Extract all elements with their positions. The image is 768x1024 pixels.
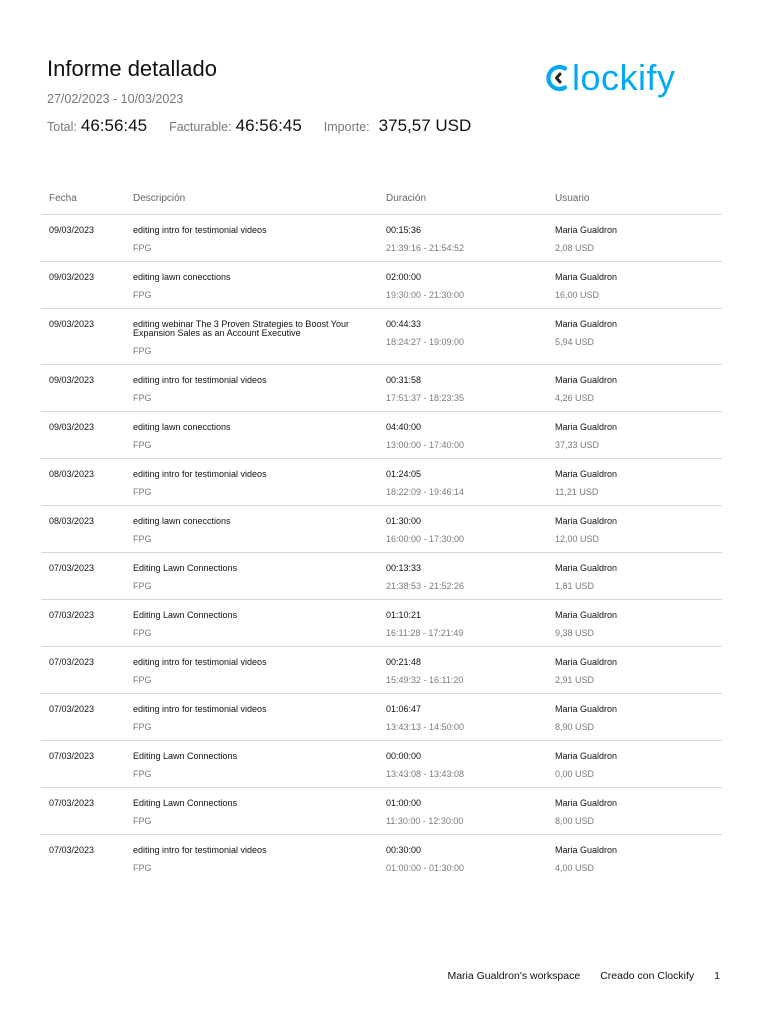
entry-description: Editing Lawn Connections — [133, 563, 238, 573]
header-duration: Duración — [378, 182, 547, 215]
clockify-logo — [543, 58, 676, 98]
entry-amount: 0,00 USD — [555, 769, 595, 779]
entry-project: FPG — [133, 243, 152, 253]
entry-time-range: 15:49:32 - 16:11:20 — [386, 675, 464, 685]
entry-time-range: 13:00:00 - 17:40:00 — [386, 440, 465, 450]
totals-summary — [47, 116, 727, 137]
total-label: Total: — [47, 120, 77, 134]
entry-date: 07/03/2023 — [49, 563, 95, 573]
entry-amount: 11,21 USD — [555, 487, 599, 497]
entry-user: Maria Gualdron — [555, 516, 618, 526]
report-title: Informe detallado — [47, 56, 217, 81]
entry-description: Editing Lawn Connections — [133, 798, 238, 808]
entry-time-range: 17:51:37 - 18:23:35 — [386, 393, 465, 403]
entry-description: editing intro for testimonial videos — [133, 845, 267, 855]
table-row — [41, 553, 722, 600]
clockify-c-icon — [543, 58, 573, 98]
entry-date: 07/03/2023 — [49, 751, 95, 761]
entry-duration: 01:10:21 — [386, 610, 422, 620]
entry-description: editing lawn conecctions — [133, 422, 231, 432]
entry-time-range: 16:11:28 - 17:21:49 — [386, 628, 464, 638]
table-row — [41, 788, 722, 835]
entry-project: FPG — [133, 534, 152, 544]
table-row — [41, 741, 722, 788]
entry-user: Maria Gualdron — [555, 798, 618, 808]
entry-amount: 4,00 USD — [555, 863, 595, 873]
entry-date: 07/03/2023 — [49, 657, 95, 667]
billable-value: 46:56:45 — [235, 116, 302, 135]
entry-date: 07/03/2023 — [49, 845, 95, 855]
entry-time-range: 13:43:08 - 13:43:08 — [386, 769, 465, 779]
entry-time-range: 21:38:53 - 21:52:26 — [386, 581, 465, 591]
entry-amount: 2,91 USD — [555, 675, 595, 685]
entry-duration: 00:31:58 — [386, 375, 422, 385]
entry-amount: 16,00 USD — [555, 290, 600, 300]
entry-user: Maria Gualdron — [555, 657, 618, 667]
entry-description: editing intro for testimonial videos — [133, 704, 267, 714]
table-row — [41, 215, 722, 262]
entry-amount: 8,00 USD — [555, 816, 595, 826]
entry-date: 07/03/2023 — [49, 704, 95, 714]
entry-project: FPG — [133, 722, 152, 732]
header-date: Fecha — [41, 182, 125, 215]
entry-project: FPG — [133, 487, 152, 497]
table-row — [41, 309, 722, 365]
entry-description: editing intro for testimonial videos — [133, 375, 267, 385]
billable-label: Facturable: — [169, 120, 232, 134]
entry-user: Maria Gualdron — [555, 469, 618, 479]
entry-amount: 4,26 USD — [555, 393, 595, 403]
table-body — [41, 215, 722, 882]
entry-amount: 8,90 USD — [555, 722, 595, 732]
entry-description: Editing Lawn Connections — [133, 610, 238, 620]
amount-label: Importe: — [323, 120, 370, 134]
entry-project: FPG — [133, 628, 152, 638]
entry-description: editing lawn conecctions — [133, 272, 231, 282]
entry-duration: 00:00:00 — [386, 751, 422, 761]
entry-time-range: 18:22:09 - 19:46:14 — [386, 487, 465, 497]
entry-user: Maria Gualdron — [555, 422, 618, 432]
entry-project: FPG — [133, 675, 152, 685]
entry-user: Maria Gualdron — [555, 225, 618, 235]
table-row — [41, 412, 722, 459]
table-row — [41, 365, 722, 412]
footer-page-number: 1 — [714, 970, 720, 982]
entry-date: 07/03/2023 — [49, 798, 95, 808]
page-footer — [447, 970, 720, 982]
entry-project: FPG — [133, 393, 152, 403]
entry-description: editing lawn conecctions — [133, 516, 231, 526]
entry-project: FPG — [133, 769, 152, 779]
entry-date: 09/03/2023 — [49, 225, 95, 235]
entry-duration: 00:21:48 — [386, 657, 422, 667]
entry-duration: 01:00:00 — [386, 798, 422, 808]
entry-date: 09/03/2023 — [49, 422, 95, 432]
header-user: Usuario — [547, 182, 722, 215]
entry-duration: 01:30:00 — [386, 516, 422, 526]
time-entries-table — [41, 182, 722, 881]
date-range: 27/02/2023 - 10/03/2023 — [47, 92, 184, 106]
entry-user: Maria Gualdron — [555, 319, 618, 329]
entry-description: editing intro for testimonial videos — [133, 225, 267, 235]
footer-created-with: Creado con Clockify — [600, 970, 695, 982]
entry-project: FPG — [133, 440, 152, 450]
entry-duration: 01:24:05 — [386, 469, 422, 479]
entry-date: 08/03/2023 — [49, 469, 95, 479]
amount-value: 375,57 USD — [378, 116, 472, 135]
entry-time-range: 18:24:27 - 19:09:00 — [386, 337, 465, 347]
entry-amount: 1,81 USD — [555, 581, 595, 591]
table-row — [41, 506, 722, 553]
entry-time-range: 19:30:00 - 21:30:00 — [386, 290, 465, 300]
entry-project: FPG — [133, 290, 152, 300]
footer-workspace: Maria Gualdron's workspace — [447, 970, 581, 982]
entry-project: FPG — [133, 581, 152, 591]
entry-project: FPG — [133, 863, 152, 873]
entry-date: 08/03/2023 — [49, 516, 95, 526]
entry-duration: 00:15:36 — [386, 225, 422, 235]
table-row — [41, 694, 722, 741]
entry-time-range: 01:00:00 - 01:30:00 — [386, 863, 465, 873]
total-value: 46:56:45 — [80, 116, 148, 135]
entry-duration: 00:13:33 — [386, 563, 422, 573]
entry-duration: 00:44:33 — [386, 319, 422, 329]
entry-date: 09/03/2023 — [49, 272, 95, 282]
entry-amount: 37,33 USD — [555, 440, 600, 450]
entry-project: FPG — [133, 816, 152, 826]
entry-date: 07/03/2023 — [49, 610, 95, 620]
entry-amount: 2,08 USD — [555, 243, 595, 253]
table-header-row — [41, 182, 722, 215]
entry-description: editing webinar The 3 Proven Strategies to Boost Your Expansion Sales as an Account Executive — [133, 319, 349, 338]
entry-description: editing intro for testimonial videos — [133, 657, 267, 667]
entry-amount: 12,00 USD — [555, 534, 600, 544]
header-description: Descripción — [125, 182, 378, 215]
entry-description: Editing Lawn Connections — [133, 751, 238, 761]
entry-user: Maria Gualdron — [555, 751, 618, 761]
entry-time-range: 16:00:00 - 17:30:00 — [386, 534, 465, 544]
entry-user: Maria Gualdron — [555, 704, 618, 714]
entry-duration: 02:00:00 — [386, 272, 422, 282]
entry-amount: 9,38 USD — [555, 628, 595, 638]
entry-user: Maria Gualdron — [555, 375, 618, 385]
entry-date: 09/03/2023 — [49, 319, 95, 329]
entry-description: editing intro for testimonial videos — [133, 469, 267, 479]
entry-user: Maria Gualdron — [555, 610, 618, 620]
entry-date: 09/03/2023 — [49, 375, 95, 385]
entry-user: Maria Gualdron — [555, 845, 618, 855]
entry-duration: 01:06:47 — [386, 704, 422, 714]
entry-amount: 5,94 USD — [555, 337, 595, 347]
entry-project: FPG — [133, 346, 152, 356]
entry-time-range: 13:43:13 - 14:50:00 — [386, 722, 465, 732]
entry-user: Maria Gualdron — [555, 563, 618, 573]
entry-duration: 00:30:00 — [386, 845, 422, 855]
entry-duration: 04:40:00 — [386, 422, 422, 432]
entry-user: Maria Gualdron — [555, 272, 618, 282]
table-row — [41, 647, 722, 694]
entry-time-range: 11:30:00 - 12:30:00 — [386, 816, 464, 826]
logo-text: lockify — [572, 57, 676, 98]
table-row — [41, 459, 722, 506]
entry-time-range: 21:39:16 - 21:54:52 — [386, 243, 465, 253]
table-row — [41, 600, 722, 647]
table-row — [41, 835, 722, 882]
table-row — [41, 262, 722, 309]
